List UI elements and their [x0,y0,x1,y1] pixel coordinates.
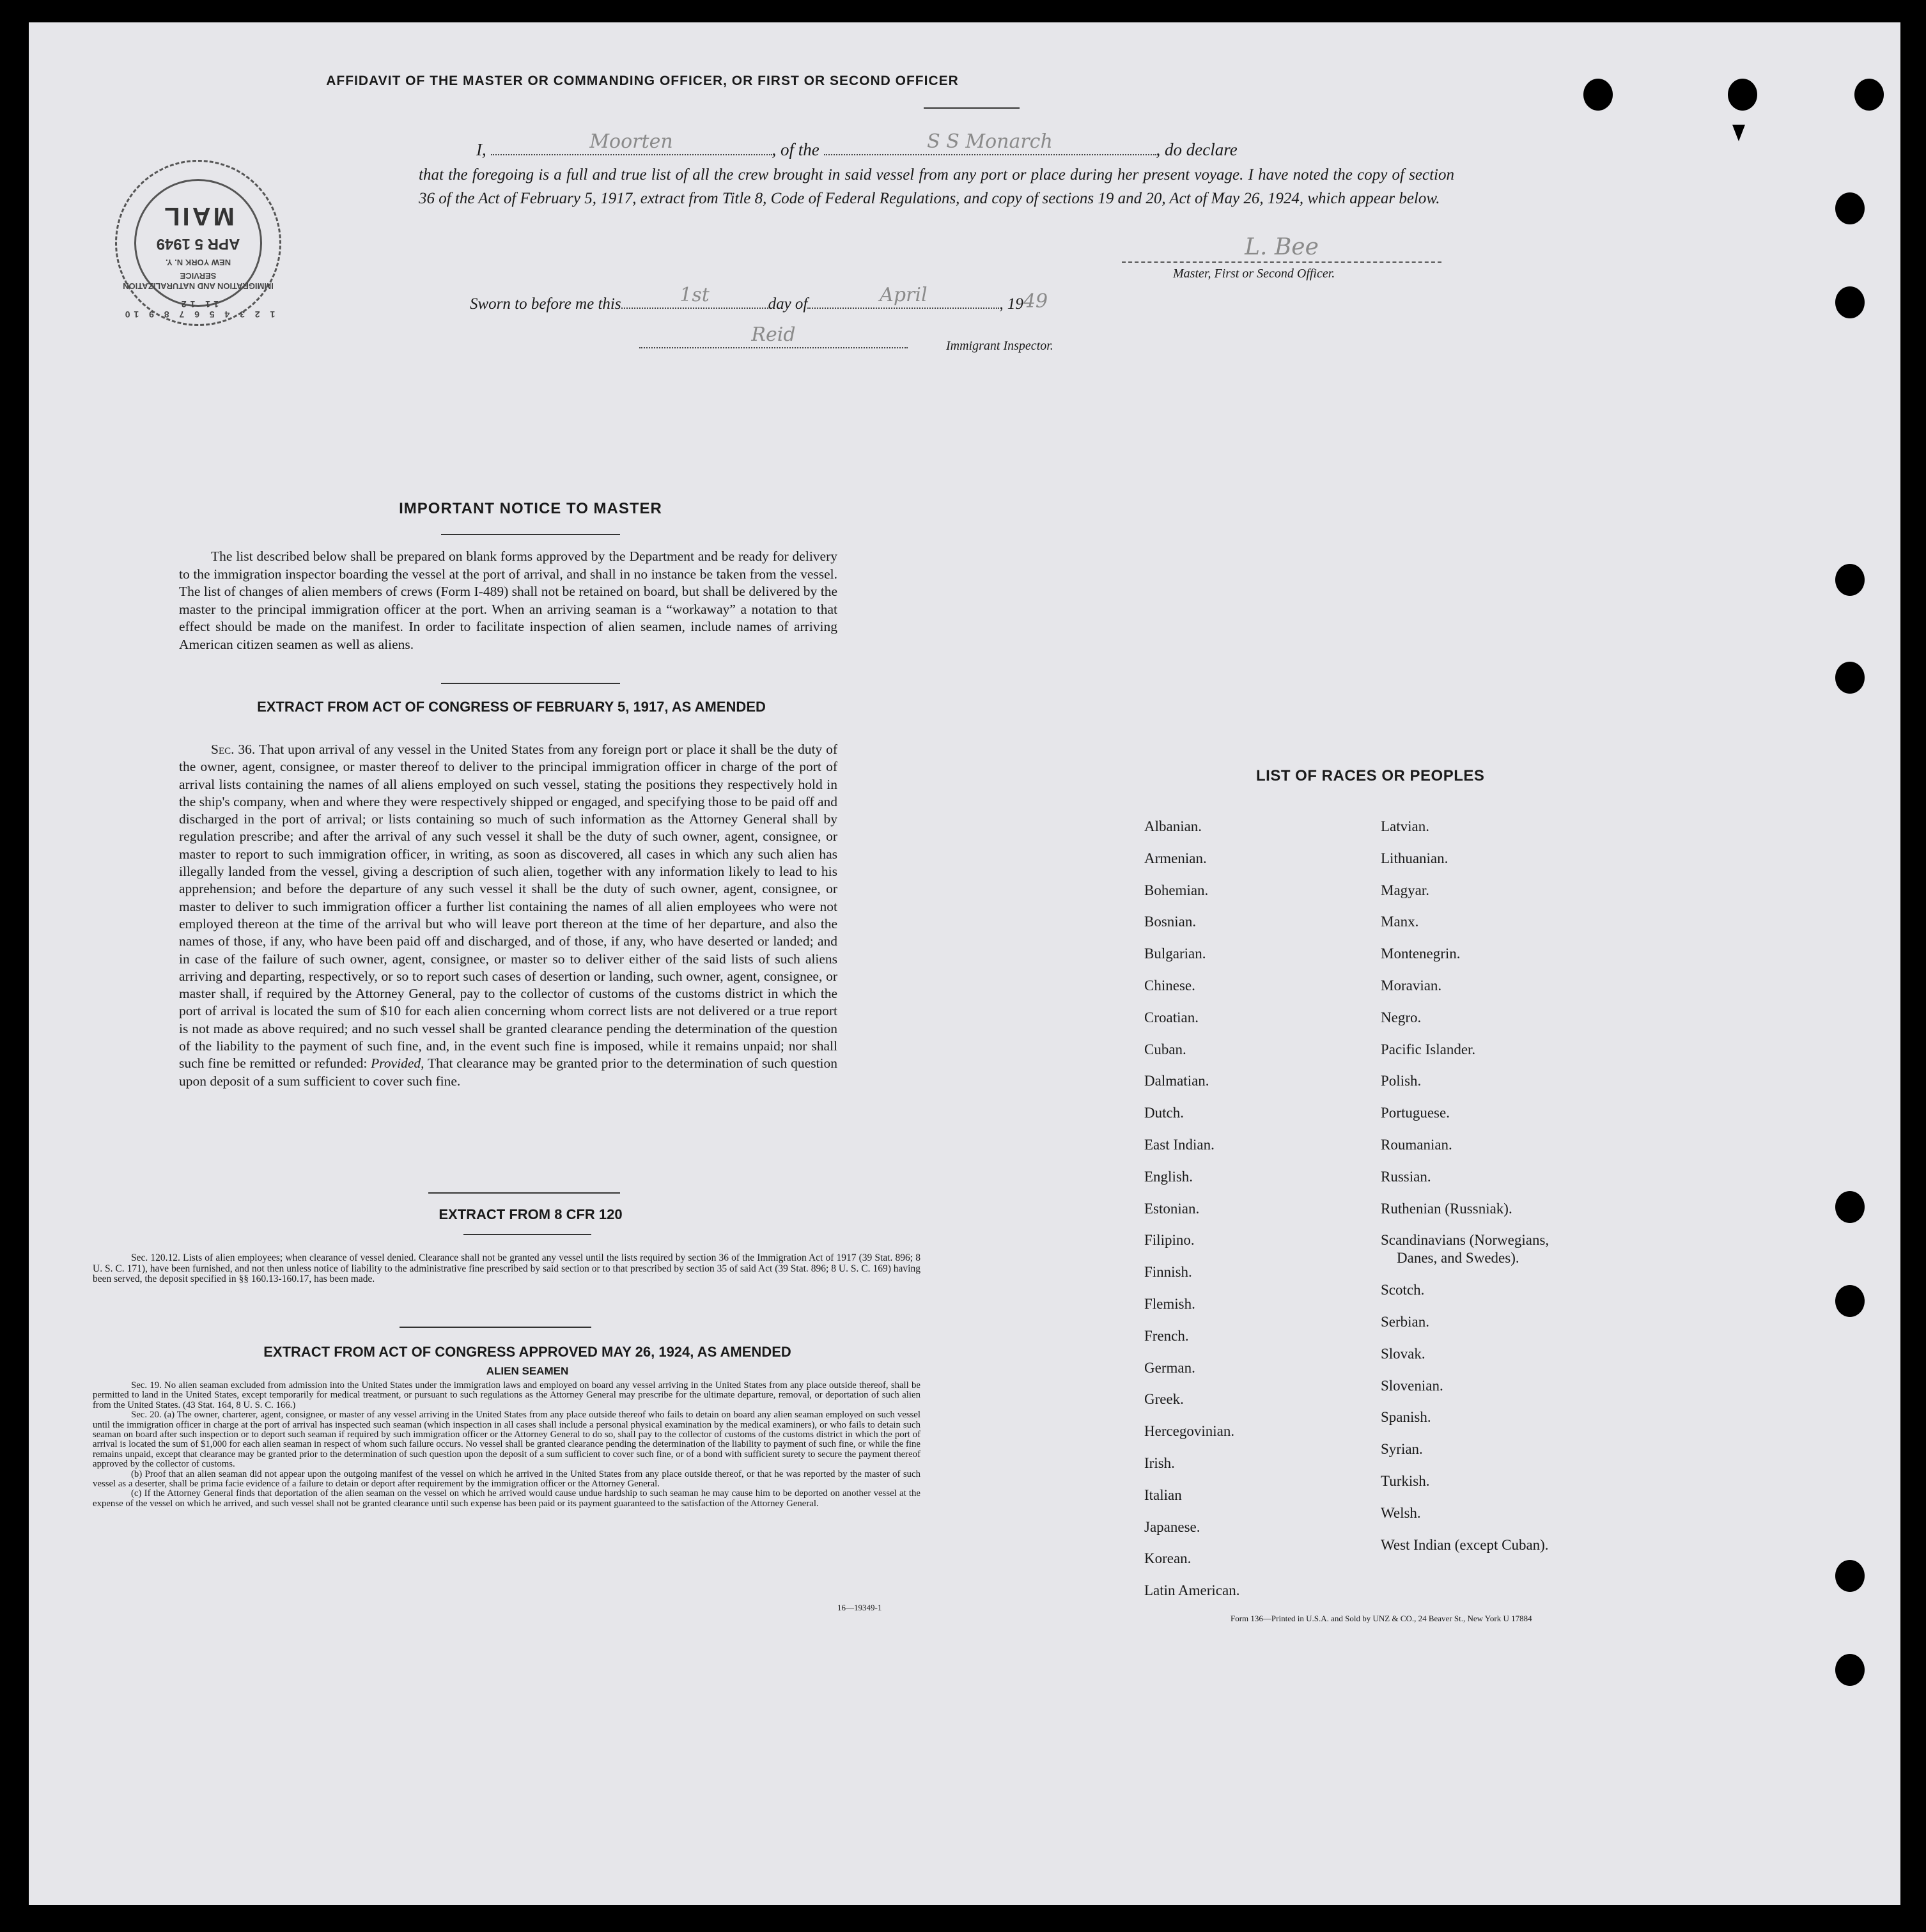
stamp-agency: IMMIGRATION AND NATURALIZATION SERVICE [123,271,274,291]
extract1924-subtitle: ALIEN SEAMEN [486,1365,569,1377]
race-item: Italian [1144,1486,1182,1503]
race-item: Portuguese. [1381,1105,1450,1121]
race-item: Danes, and Swedes). [1397,1250,1519,1266]
race-item: Slovenian. [1381,1377,1443,1394]
race-item: German. [1144,1359,1195,1376]
extract1917-title: EXTRACT FROM ACT OF CONGRESS OF FEBRUARY 5, 1917, AS AMENDED [257,699,766,715]
binder-hole [1583,79,1613,111]
race-item: Scotch. [1381,1282,1425,1298]
race-item: Scandinavians (Norwegians, [1381,1232,1549,1249]
sworn-prefix: Sworn to before me this [470,295,621,313]
race-item: Irish. [1144,1455,1175,1471]
sec20a-text: Sec. 20. (a) The owner, charterer, agent, consignee, or master of any vessel arriving in the United States from any place outside thereof who fails to detain on board any alien seaman employed on such vessel until the immigration officer in charge at the port of arrival has inspected such seaman (which inspection in all cases shall include a personal physical examination by the medical examiners), or who fails to detain such seaman on board after such inspection or to deport such seaman if required by such immigration officer or the Attorney General to do so, shall pay to the collector of customs of the customs district in which the port of arrival is located the sum of $1,000 for each alien seaman in respect of whom such failure occurs. No vessel shall be granted clearance pending the determination of the liability to payment of such fine, or while the fine remains unpaid, except that clearance may be granted prior to the determination of such question upon the deposit of a sum sufficient to cover such fine, or of a bond with sufficient surety to secure the payment thereof approved by the collector of customs. [93,1410,920,1470]
sworn-day-of: day of [768,295,808,313]
race-item: Bohemian. [1144,882,1209,898]
binder-hole [1835,564,1865,596]
sworn-month-field [807,284,999,309]
sec36-text-b: That clearance may be granted prior to the determination of such question upon deposit of a sum sufficient to cover such fine. [179,1056,838,1089]
race-item: Pacific Islander. [1381,1041,1476,1057]
inspector-signature-line [639,323,908,348]
master-name-field [491,130,772,155]
race-item: Croatian. [1144,1009,1199,1025]
vessel-name-field [824,130,1156,155]
cfr-title: EXTRACT FROM 8 CFR 120 [439,1206,623,1222]
sec20c-text: (c) If the Attorney General finds that deportation of the alien seaman on the vessel on which he arrived would cause undue hardship to such seaman he may cause him to be deported on another vessel at the expense of the vessel on which he arrived, and such vessel shall not be granted clearance until such expense has been paid or its payment guaranteed to the satisfaction of the Attorney General. [93,1488,920,1509]
mail-stamp [115,160,281,326]
race-item: Latvian. [1381,818,1429,834]
race-item: West Indian (except Cuban). [1381,1536,1549,1553]
race-item: Syrian. [1381,1441,1423,1458]
race-item: Bulgarian. [1144,946,1206,962]
affidavit-body: that the foregoing is a full and true list of all the crew brought in said vessel from any port or place during her present voyage. I have noted the copy of section 36 of the Act of February 5, 1917, extract from Title 8, Code of Federal Regulations, and copy of sections 19 and 20, Act of May 26, 1924, which appear below. [419,166,1454,207]
race-item: Greek. [1144,1391,1184,1408]
extract1917-divider [441,683,620,684]
race-item: Dalmatian. [1144,1073,1209,1089]
binder-hole [1835,1191,1865,1223]
extract1924-divider [400,1327,591,1328]
race-item: Estonian. [1144,1200,1200,1217]
race-item: Slovak. [1381,1345,1425,1362]
binder-hole [1854,79,1884,111]
master-caption: Master, First or Second Officer. [1173,267,1335,281]
extract1924-body [93,1381,920,1509]
sec36-label: Sec. 36. [211,742,256,757]
race-item: French. [1144,1327,1189,1344]
race-item: Russian. [1381,1168,1431,1185]
vessel-name-handwriting: S S Monarch [927,130,1053,153]
race-item: East Indian. [1144,1137,1215,1153]
master-signature: L. Bee [1245,234,1319,260]
sworn-day-field [621,284,768,309]
race-item: Ruthenian (Russniak). [1381,1200,1512,1217]
binder-hole [1728,79,1757,111]
race-item: Albanian. [1144,818,1202,834]
sworn-day: 1st [680,284,710,306]
race-item: Chinese. [1144,978,1195,993]
race-item: Serbian. [1381,1314,1430,1330]
stamp-date: APR 5 1949 [156,235,240,253]
extract1917-body [179,741,837,1090]
margin-mark [1732,125,1745,141]
race-item: Flemish. [1144,1296,1195,1312]
race-item: Magyar. [1381,882,1430,898]
sworn-year-prefix: , 19 [999,295,1023,313]
title-divider [924,107,1020,109]
race-item: Lithuanian. [1381,850,1448,866]
sworn-line [470,284,1048,314]
cfr-divider-bottom [463,1234,591,1235]
race-item: Finnish. [1144,1264,1192,1281]
extract1924-title: EXTRACT FROM ACT OF CONGRESS APPROVED MAY 26, 1924, AS AMENDED [263,1344,791,1360]
races-title: LIST OF RACES OR PEOPLES [1256,767,1485,784]
race-item: Welsh. [1381,1504,1421,1521]
race-item: Japanese. [1144,1518,1200,1535]
race-item: Hercegovinian. [1144,1423,1235,1440]
extract1924-code: 16—19349-1 [837,1603,882,1612]
race-item: Montenegrin. [1381,946,1461,962]
cfr-body: Sec. 120.12. Lists of alien employees; when clearance of vessel denied. Clearance shall not be granted any vessel until the lists required by section 36 of the Immigration Act of 1917 (39 Stat. 896; 8 U. S. C. 171), have been furnished, and not then unless notice of liability to the administrative fine prescribed by said section or to that prescribed by section 35 of said Act (39 Stat. 896; 8 U. S. C. 169) having been served, the deposit specified in §§ 160.13-160.17, has been made. [93,1252,920,1284]
race-item: Manx. [1381,914,1419,930]
race-item: Polish. [1381,1073,1422,1089]
sworn-year: 49 [1023,290,1048,313]
sworn-month: April [880,284,928,306]
affidavit-title: AFFIDAVIT OF THE MASTER OR COMMANDING OFFICER, OR FIRST OR SECOND OFFICER [326,74,959,88]
sec36-text-a: That upon arrival of any vessel in the United States from any foreign port or place it shall be the duty of the owner, agent, consignee, or master thereof to deliver to the principal immigration officer in charge of the port of arrival lists containing the names of all aliens employed on such vessel, stating the positions they respectively hold in the ship's company, when and where they were respectively shipped or engaged, and specifying those to be paid off and discharged in the port of arrival; or lists containing so much of such information as the Attorney General shall by regulation prescribe; and after the arrival of any such vessel it shall be the duty of such owner, agent, consignee, or master to report to such immigration officer, in writing, as soon as discovered, all cases in which any such alien has illegally landed from the vessel, giving a description of such alien, together with any information likely to lead to his apprehension; and before the departure of any such vessel it shall be the duty of such owner, agent, consignee, or master to deliver to such immigration officer a further list containing the names of all alien employees who were not employed thereon at the time of the arrival but who will leave port thereon at the time of her departure, and also the names of those, if any, who have been paid off and discharged, and of those, if any, who have deserted or landed; and in case of the failure of such owner, agent, consignee, or master so to deliver either of the said lists of such aliens arriving and departing, respectively, or so to report such cases of desertion or landing, such owner, agent, consignee, or master shall, if required by the Attorney General, pay to the collector of customs of the customs district in which the port of arrival is located the sum of $10 for each alien concerning whom correct lists are not delivered or a true report is not made as above required; and no such vessel shall be granted clearance pending the determination of the question of the liability to the payment of such fine, and, in the event such fine is imposed, while it remains unpaid; nor shall such fine be remitted or refunded: [179,742,837,1071]
race-item: Negro. [1381,1009,1422,1025]
form-footer: Form 136—Printed in U.S.A. and Sold by UNZ & CO., 24 Beaver St., New York U 17884 [1231,1614,1532,1623]
declaration-declare: , do declare [1156,140,1238,159]
cfr-divider-top [428,1192,620,1194]
sec19-text: Sec. 19. No alien seaman excluded from admission into the United States under the immigration laws and employed on board any vessel arriving in the United States from any place outside thereof, shall be permitted to land in the United States, except temporarily for medical treatment, or pursuant to such regulations as the Attorney General may prescribe for the ultimate departure, removal, or deportation of such alien from the United States. (43 Stat. 164, 8 U. S. C. 166.) [93,1380,920,1410]
sec20b-text: (b) Proof that an alien seaman did not appear upon the outgoing manifest of the vessel on which he arrived in the United States from any place outside thereof, or that he was reported by the master of such vessel as a deserter, shall be prima facie evidence of a failure to detain or deport after requirement by the immigration officer or the Attorney General. [93,1468,920,1490]
inspector-caption: Immigrant Inspector. [946,339,1053,353]
declaration-of: , of the [772,140,819,159]
race-item: Dutch. [1144,1105,1184,1121]
race-item: Armenian. [1144,850,1207,866]
declaration-line [476,130,1512,160]
race-item: Bosnian. [1144,914,1197,930]
race-item: Latin American. [1144,1582,1240,1599]
race-item: Roumanian. [1381,1137,1452,1153]
master-signature-line [1122,234,1441,263]
race-item: Spanish. [1381,1409,1431,1426]
stamp-mail: MAIL [162,202,235,230]
binder-hole [1835,1560,1865,1592]
stamp-ring-numbers: 1 2 3 4 5 6 7 8 9 10 11 12 [121,299,276,320]
stamp-city: NEW YORK N. Y. [165,258,231,267]
notice-body: The list described below shall be prepared on blank forms approved by the Department and be ready for delivery to the immigration inspector boarding the vessel at the port of arrival, and shall in no instance be taken from the vessel. The list of changes of alien members of crews (Form I-489) shall not be retained on board, but shall be delivered by the master to the principal immigration officer at the port. When an arriving seaman is a “workaway” a notation to that effect should be made on the manifest. In order to facilitate inspection of alien seamen, include names of arriving American citizen seamen as well as aliens. [179,549,837,652]
notice-title: IMPORTANT NOTICE TO MASTER [399,500,662,517]
master-name-handwriting: Moorten [589,130,673,153]
race-item: Filipino. [1144,1232,1195,1249]
document-page [29,22,1900,1905]
declaration-i: I, [476,140,486,159]
binder-hole [1835,1285,1865,1317]
race-item: English. [1144,1168,1193,1185]
race-item: Korean. [1144,1550,1192,1567]
binder-hole [1835,286,1865,318]
inspector-signature: Reid [751,323,796,346]
race-item: Turkish. [1381,1473,1430,1489]
binder-hole [1835,662,1865,694]
sec36-provided: Provided, [371,1056,424,1071]
notice-divider [441,534,620,535]
race-item: Moravian. [1381,978,1442,993]
race-item: Cuban. [1144,1041,1186,1057]
binder-hole [1835,1654,1865,1686]
binder-hole [1835,192,1865,224]
